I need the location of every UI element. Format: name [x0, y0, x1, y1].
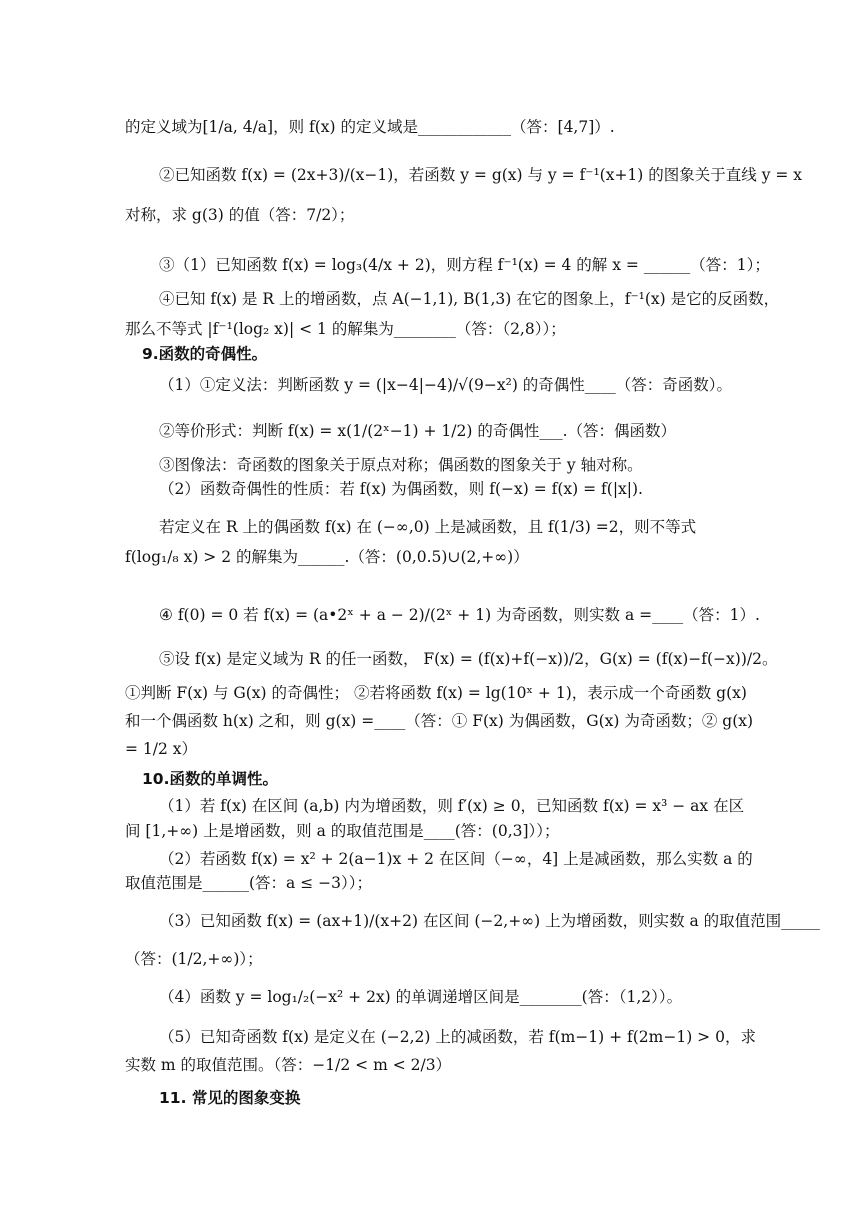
text-line: （5）已知奇函数 f(x) 是定义在 (−2,2) 上的减函数，若 f(m−1) + f(2m−1) > 0，求: [159, 1028, 756, 1046]
text-line: 和一个偶函数 h(x) 之和，则 g(x) =____（答：① F(x) 为偶函数，G(x) 为奇函数；② g(x): [125, 712, 754, 730]
text-line: 对称，求 g(3) 的值（答：7/2）；: [125, 206, 355, 224]
text-line: 的定义域为[1/a, 4/a]，则 f(x) 的定义域是____________（答：[4,7]）.: [125, 118, 615, 136]
text-line: 实数 m 的取值范围。（答：−1/2 < m < 2/3）: [125, 1056, 452, 1074]
text-line: ④ f(0) = 0 若 f(x) = (a•2ˣ + a − 2)/(2ˣ + 1) 为奇函数，则实数 a =____（答：1）.: [159, 606, 760, 624]
text-line: （4）函数 y = log₁/₂(−x² + 2x) 的单调递增区间是________(答：（1,2））。: [159, 988, 683, 1006]
text-line: ⑤设 f(x) 是定义域为 R 的任一函数， F(x) = (f(x)+f(−x))/2，G(x) = (f(x)−f(−x))/2。: [159, 650, 778, 668]
text-line: ②等价形式：判断 f(x) = x(1/(2ˣ−1) + 1/2) 的奇偶性___.（答：偶函数）: [159, 422, 677, 440]
text-line: （3）已知函数 f(x) = (ax+1)/(x+2) 在区间 (−2,+∞) 上为增函数，则实数 a 的取值范围_____: [159, 912, 820, 930]
text-line: ③（1）已知函数 f(x) = log₃(4/x + 2)，则方程 f⁻¹(x) = 4 的解 x = ______（答：1）；: [159, 256, 770, 274]
text-line: 若定义在 R 上的偶函数 f(x) 在 (−∞,0) 上是减函数，且 f(1/3) =2，则不等式: [159, 518, 697, 536]
section-heading: 10.函数的单调性。: [142, 770, 278, 788]
text-line: 那么不等式 |f⁻¹(log₂ x)| < 1 的解集为________（答：（2,8））；: [125, 320, 566, 338]
text-line: ①判断 F(x) 与 G(x) 的奇偶性； ②若将函数 f(x) = lg(10ˣ + 1)，表示成一个奇函数 g(x): [125, 684, 747, 702]
text-line: 间 [1,+∞) 上是增函数，则 a 的取值范围是____(答：(0,3]））；: [125, 822, 560, 840]
section-heading: 11. 常见的图象变换: [159, 1089, 301, 1107]
text-line: 取值范围是______(答：a ≤ −3））；: [125, 874, 372, 892]
text-line: f(log₁/₈ x) > 2 的解集为______.（答：(0,0.5)∪(2,+∞)）: [125, 548, 529, 566]
text-line: ④已知 f(x) 是 R 上的增函数，点 A(−1,1), B(1,3) 在它的图象上，f⁻¹(x) 是它的反函数，: [159, 290, 780, 308]
text-line: ②已知函数 f(x) = (2x+3)/(x−1)，若函数 y = g(x) 与 y = f⁻¹(x+1) 的图象关于直线 y = x: [159, 166, 803, 184]
text-line: （2）若函数 f(x) = x² + 2(a−1)x + 2 在区间（−∞，4] 上是减函数，那么实数 a 的: [159, 850, 753, 868]
section-heading: 9.函数的奇偶性。: [142, 345, 268, 363]
text-line: （2）函数奇偶性的性质：若 f(x) 为偶函数，则 f(−x) = f(x) = f(|x|).: [159, 480, 643, 498]
text-line: = 1/2 x）: [125, 740, 198, 758]
text-line: （答：(1/2,+∞)）；: [125, 950, 263, 968]
text-line: （1）若 f(x) 在区间 (a,b) 内为增函数，则 f′(x) ≥ 0，已知函数 f(x) = x³ − ax 在区: [159, 797, 745, 815]
text-line: ③图像法：奇函数的图象关于原点对称；偶函数的图象关于 y 轴对称。: [159, 456, 643, 474]
text-line: （1）①定义法：判断函数 y = (|x−4|−4)/√(9−x²) 的奇偶性____（答：奇函数）。: [159, 376, 733, 394]
